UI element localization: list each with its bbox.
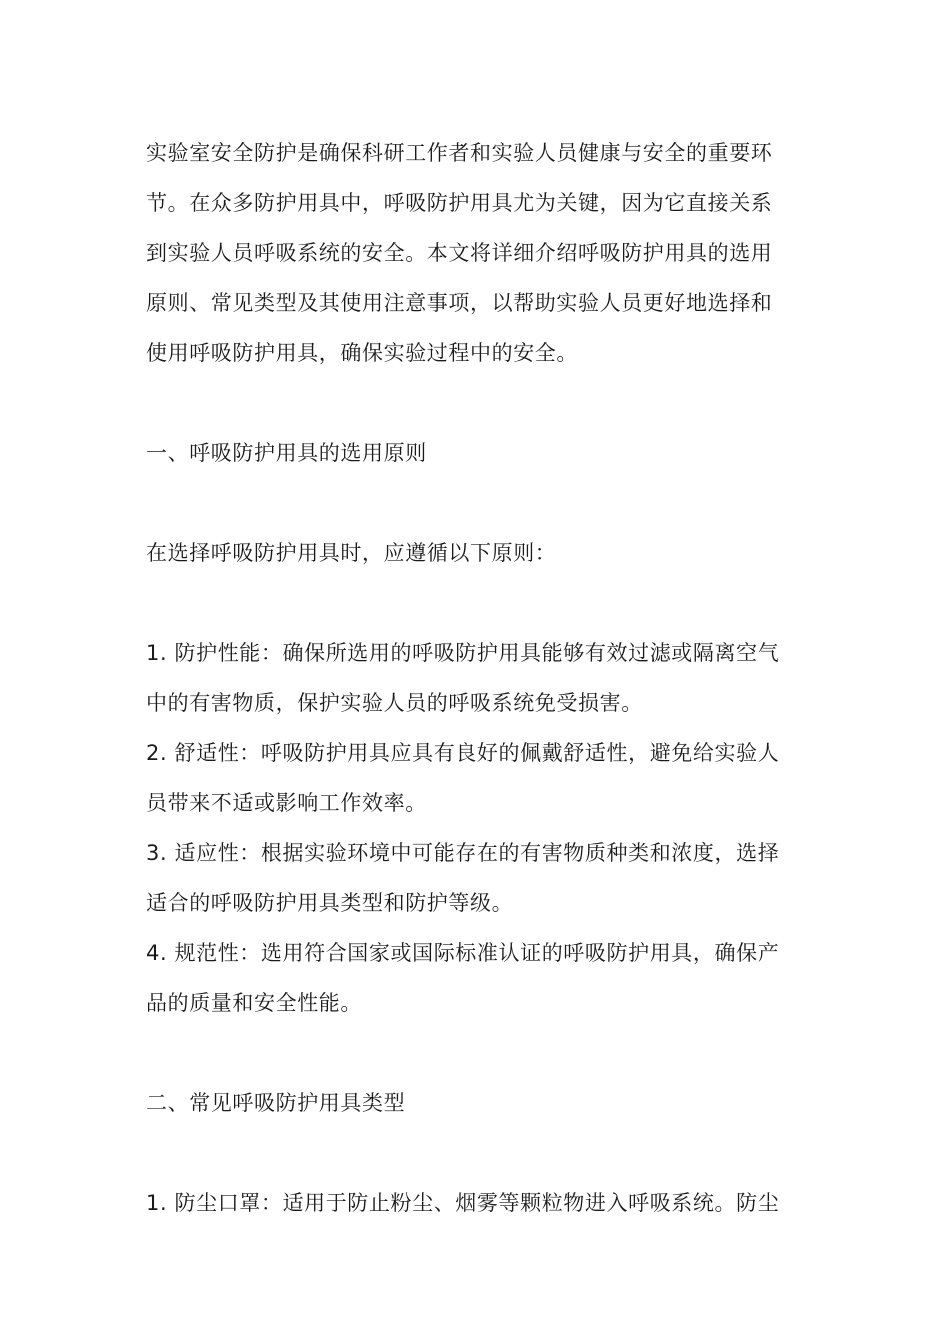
text-line: 使用呼吸防护用具，确保实验过程中的安全。 (146, 341, 578, 365)
paragraph-gap (146, 378, 806, 428)
intro-paragraph (146, 128, 806, 378)
document-body (146, 128, 806, 1228)
text-line: 实验室安全防护是确保科研工作者和实验人员健康与安全的重要环 (146, 141, 773, 165)
paragraph-gap (146, 578, 806, 628)
section-heading: 一、呼吸防护用具的选用原则 (146, 441, 427, 465)
principles-list (146, 628, 806, 1028)
list-item: 适合的呼吸防护用具类型和防护等级。 (146, 891, 514, 915)
list-item: 1. 防尘口罩：适用于防止粉尘、烟雾等颗粒物进入呼吸系统。防尘 (146, 1191, 780, 1215)
list-item: 4. 规范性：选用符合国家或国际标准认证的呼吸防护用具，确保产 (146, 941, 780, 965)
text-line: 原则、常见类型及其使用注意事项，以帮助实验人员更好地选择和 (146, 291, 773, 315)
section-heading: 二、常见呼吸防护用具类型 (146, 1091, 406, 1115)
list-item: 2. 舒适性：呼吸防护用具应具有良好的佩戴舒适性，避免给实验人 (146, 741, 780, 765)
paragraph-gap (146, 1128, 806, 1178)
text-line: 到实验人员呼吸系统的安全。本文将详细介绍呼吸防护用具的选用 (146, 241, 773, 265)
list-item: 1. 防护性能：确保所选用的呼吸防护用具能够有效过滤或隔离空气 (146, 641, 780, 665)
section-lead: 在选择呼吸防护用具时，应遵循以下原则： (146, 541, 557, 565)
paragraph-gap (146, 1028, 806, 1078)
list-item: 中的有害物质，保护实验人员的呼吸系统免受损害。 (146, 691, 643, 715)
text-line: 节。在众多防护用具中，呼吸防护用具尤为关键，因为它直接关系 (146, 191, 773, 215)
list-item: 3. 适应性：根据实验环境中可能存在的有害物质种类和浓度，选择 (146, 841, 780, 865)
list-item: 员带来不适或影响工作效率。 (146, 791, 427, 815)
types-list (146, 1178, 806, 1228)
paragraph-gap (146, 478, 806, 528)
list-item: 品的质量和安全性能。 (146, 991, 362, 1015)
